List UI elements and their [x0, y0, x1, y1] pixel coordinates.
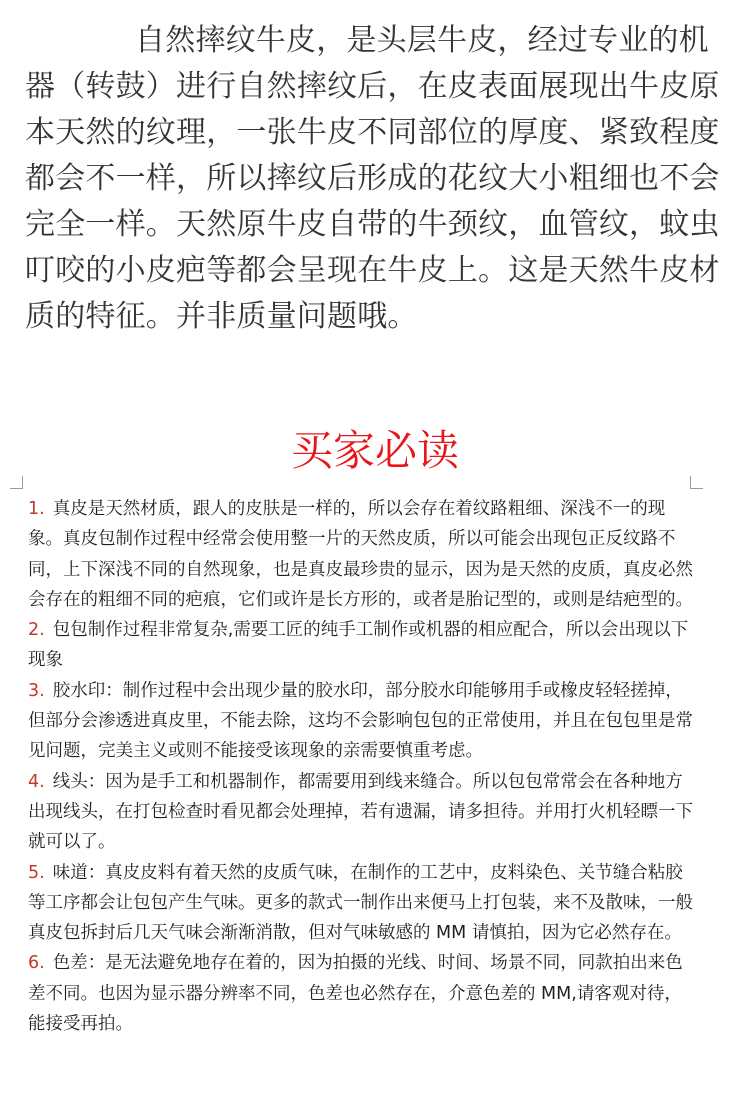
notice-item — [28, 948, 696, 1039]
notice-item — [28, 494, 696, 615]
intro-paragraph: 自然摔纹牛皮，是头层牛皮，经过专业的机器（转鼓）进行自然摔纹后，在皮表面展现出牛皮原本天然的纹理，一张牛皮不同部位的厚度、紧致程度都会不一样，所以摔纹后形成的花纹大小粗细也不会完全一样。天然原牛皮自带的牛颈纹，血管纹，蚊虫叮咬的小皮疤等都会呈现在牛皮上。这是天然牛皮材质的特征。并非质量问题哦。 — [25, 23, 720, 334]
notice-title: 买家必读 — [290, 426, 459, 475]
notice-item-text: 色差：是无法避免地存在着的，因为拍摄的光线、时间、场景不同，同款拍出来色差不同。也因为显示器分辨率不同，色差也必然存在，介意色差的 MM,请客观对待，能接受再拍。 — [28, 953, 683, 1035]
notice-item — [28, 615, 696, 676]
notice-item — [28, 858, 696, 949]
notice-item-number: 1. — [28, 499, 45, 519]
notice-item-number: 5. — [28, 862, 45, 883]
notice-item-number: 2. — [28, 620, 45, 641]
notice-item — [28, 676, 696, 767]
document-corner-mark-left — [10, 476, 23, 489]
document-corner-mark-right — [690, 476, 703, 489]
notice-item-text: 线头：因为是手工和机器制作，都需要用到线来缝合。所以包包常常会在各种地方出现线头，在打包检查时看见都会处理掉，若有遗漏，请多担待。并用打火机轻瞟一下就可以了。 — [28, 771, 693, 853]
notice-item — [28, 767, 696, 858]
notice-item-number: 3. — [28, 680, 45, 701]
notice-item-text: 味道：真皮皮料有着天然的皮质气味，在制作的工艺中，皮料染色、关节缝合粘胶等工序都会让包包产生气味。更多的款式一制作出来便马上打包装，来不及散味，一般真皮包拆封后几天气味会渐渐消散，但对气味敏感的 MM 请慎拍，因为它必然存在。 — [28, 862, 693, 944]
notice-item-number: 6. — [28, 953, 45, 974]
notice-list — [28, 494, 696, 1039]
notice-item-text: 包包制作过程非常复杂,需要工匠的纯手工制作或机器的相应配合，所以会出现以下现象 — [28, 620, 689, 671]
notice-item-text: 胶水印：制作过程中会出现少量的胶水印，部分胶水印能够用手或橡皮轻轻搓掉，但部分会渗透进真皮里，不能去除，这均不会影响包包的正常使用，并且在包包里是常见问题，完美主义或则不能接受该现象的亲需要慎重考虑。 — [28, 680, 693, 762]
notice-item-number: 4. — [28, 771, 45, 792]
notice-item-text: 真皮是天然材质，跟人的皮肤是一样的，所以会存在着纹路粗细、深浅不一的现象。真皮包制作过程中经常会使用整一片的天然皮质，所以可能会出现包正反纹路不同，上下深浅不同的自然现象，也是真皮最珍贵的显示，因为是天然的皮质，真皮必然会存在的粗细不同的疤痕，它们或许是长方形的，或者是胎记型的，或则是结疤型的。 — [28, 499, 693, 610]
